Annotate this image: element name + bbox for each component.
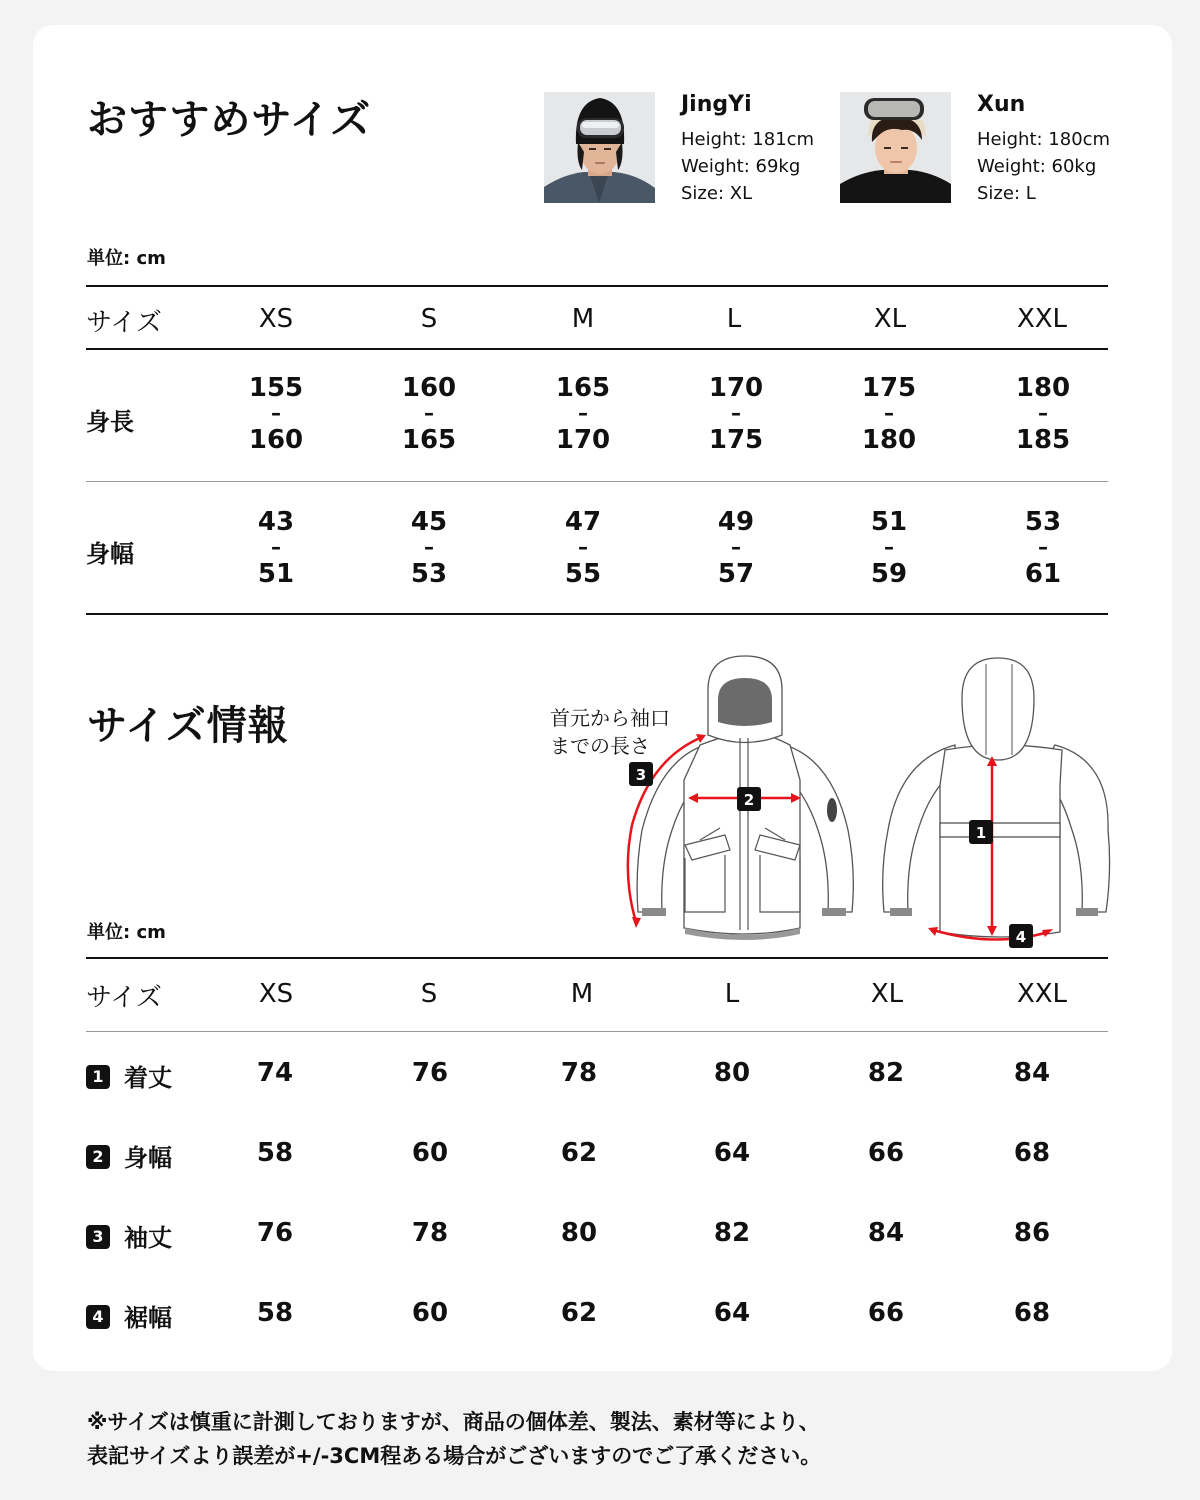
value-cell: 82 bbox=[867, 1058, 905, 1088]
size-header-s: S bbox=[420, 979, 438, 1009]
model-weight: Weight: 60kg bbox=[977, 156, 1097, 177]
range-cell: 51 – 59 bbox=[870, 507, 908, 589]
range-cell: 180 – 185 bbox=[1015, 373, 1071, 455]
model-photo-jingyi bbox=[544, 92, 655, 203]
size-header-xxl: XXL bbox=[1016, 979, 1068, 1009]
size-header-m: M bbox=[571, 304, 595, 334]
range-cell: 175 – 180 bbox=[861, 373, 917, 455]
size-header-xl: XL bbox=[870, 979, 904, 1009]
measurement-disclaimer: ※サイズは慎重に計測しておりますが、商品の個体差、製法、素材等により、 表記サイズより誤差が+/-3CM程ある場合がございますのでご了承ください。 bbox=[87, 1410, 822, 1468]
table-row-height bbox=[86, 374, 1108, 464]
table-header-row bbox=[86, 975, 1108, 1015]
size-header-xs: XS bbox=[258, 979, 294, 1009]
range-cell: 165 – 170 bbox=[555, 373, 611, 455]
model-weight: Weight: 69kg bbox=[681, 156, 801, 177]
model-height: Height: 180cm bbox=[977, 129, 1111, 150]
value-cell: 80 bbox=[713, 1058, 751, 1088]
value-cell: 78 bbox=[560, 1058, 598, 1088]
model-card-jingyi bbox=[544, 92, 814, 207]
recommended-size-title: おすすめサイズ bbox=[87, 97, 372, 143]
sleeve-length-caption: 首元から袖口 までの長さ bbox=[550, 706, 670, 758]
marker-2-icon: 2 bbox=[86, 1145, 110, 1169]
value-cell: 78 bbox=[411, 1218, 449, 1248]
value-cell: 60 bbox=[411, 1138, 449, 1168]
size-header-xs: XS bbox=[258, 304, 294, 334]
size-header-xxl: XXL bbox=[1016, 304, 1068, 334]
range-cell: 53 – 61 bbox=[1024, 507, 1062, 589]
marker-4-icon: 4 bbox=[86, 1305, 110, 1329]
table-divider bbox=[86, 348, 1108, 350]
value-cell: 58 bbox=[256, 1298, 294, 1328]
value-cell: 66 bbox=[867, 1138, 905, 1168]
value-cell: 74 bbox=[256, 1058, 294, 1088]
value-cell: 76 bbox=[256, 1218, 294, 1248]
row-label: 4 裾幅 bbox=[86, 1298, 172, 1333]
model-name: JingYi bbox=[681, 92, 752, 117]
value-cell: 60 bbox=[411, 1298, 449, 1328]
row-label: 2 身幅 bbox=[86, 1138, 172, 1173]
size-info-title: サイズ情報 bbox=[87, 703, 289, 749]
model-info-xun bbox=[977, 92, 1110, 207]
value-cell: 64 bbox=[713, 1138, 751, 1168]
size-header-label: サイズ bbox=[86, 308, 162, 338]
unit-label: 単位: cm bbox=[87, 922, 166, 943]
table-divider bbox=[86, 613, 1108, 615]
value-cell: 64 bbox=[713, 1298, 751, 1328]
value-cell: 66 bbox=[867, 1298, 905, 1328]
range-cell: 49 – 57 bbox=[717, 507, 755, 589]
range-cell: 155 – 160 bbox=[248, 373, 304, 455]
value-cell: 80 bbox=[560, 1218, 598, 1248]
table-row-body-width bbox=[86, 1138, 1108, 1178]
value-cell: 58 bbox=[256, 1138, 294, 1168]
row-label: 1 着丈 bbox=[86, 1058, 172, 1093]
model-photo-xun bbox=[840, 92, 951, 203]
value-cell: 76 bbox=[411, 1058, 449, 1088]
range-cell: 43 – 51 bbox=[257, 507, 295, 589]
size-header-label: サイズ bbox=[86, 983, 162, 1013]
value-cell: 86 bbox=[1013, 1218, 1051, 1248]
value-cell: 68 bbox=[1013, 1138, 1051, 1168]
row-label: 3 袖丈 bbox=[86, 1218, 172, 1253]
svg-text:1: 1 bbox=[975, 824, 987, 842]
range-cell: 160 – 165 bbox=[401, 373, 457, 455]
svg-text:2: 2 bbox=[743, 791, 755, 809]
range-cell: 170 – 175 bbox=[708, 373, 764, 455]
size-header-xl: XL bbox=[873, 304, 907, 334]
model-name: Xun bbox=[977, 92, 1026, 117]
size-header-l: L bbox=[724, 979, 740, 1009]
unit-label: 単位: cm bbox=[87, 248, 166, 269]
size-header-s: S bbox=[420, 304, 438, 334]
size-header-m: M bbox=[570, 979, 594, 1009]
svg-text:3: 3 bbox=[635, 766, 647, 784]
table-row-length bbox=[86, 1058, 1108, 1098]
model-size: Size: XL bbox=[681, 183, 753, 204]
model-info-jingyi bbox=[681, 92, 814, 207]
range-cell: 47 – 55 bbox=[564, 507, 602, 589]
table-divider bbox=[86, 957, 1108, 959]
model-card-xun bbox=[840, 92, 1110, 207]
table-divider bbox=[86, 285, 1108, 287]
value-cell: 68 bbox=[1013, 1298, 1051, 1328]
table-divider bbox=[86, 481, 1108, 482]
value-cell: 84 bbox=[1013, 1058, 1051, 1088]
jacket-measurement-diagram bbox=[600, 650, 1120, 955]
range-cell: 45 – 53 bbox=[410, 507, 448, 589]
row-label: 身幅 bbox=[86, 540, 134, 568]
table-divider bbox=[86, 1031, 1108, 1032]
table-row-body-width bbox=[86, 508, 1108, 598]
table-row-sleeve-length bbox=[86, 1218, 1108, 1258]
size-header-l: L bbox=[726, 304, 742, 334]
marker-1-icon: 1 bbox=[86, 1065, 110, 1089]
value-cell: 62 bbox=[560, 1298, 598, 1328]
table-row-hem-width bbox=[86, 1298, 1108, 1338]
marker-3-icon: 3 bbox=[86, 1225, 110, 1249]
svg-text:4: 4 bbox=[1015, 928, 1027, 946]
value-cell: 82 bbox=[713, 1218, 751, 1248]
value-cell: 84 bbox=[867, 1218, 905, 1248]
model-size: Size: L bbox=[977, 183, 1036, 204]
value-cell: 62 bbox=[560, 1138, 598, 1168]
table-header-row bbox=[86, 300, 1108, 340]
model-height: Height: 181cm bbox=[681, 129, 815, 150]
row-label: 身長 bbox=[86, 408, 134, 436]
